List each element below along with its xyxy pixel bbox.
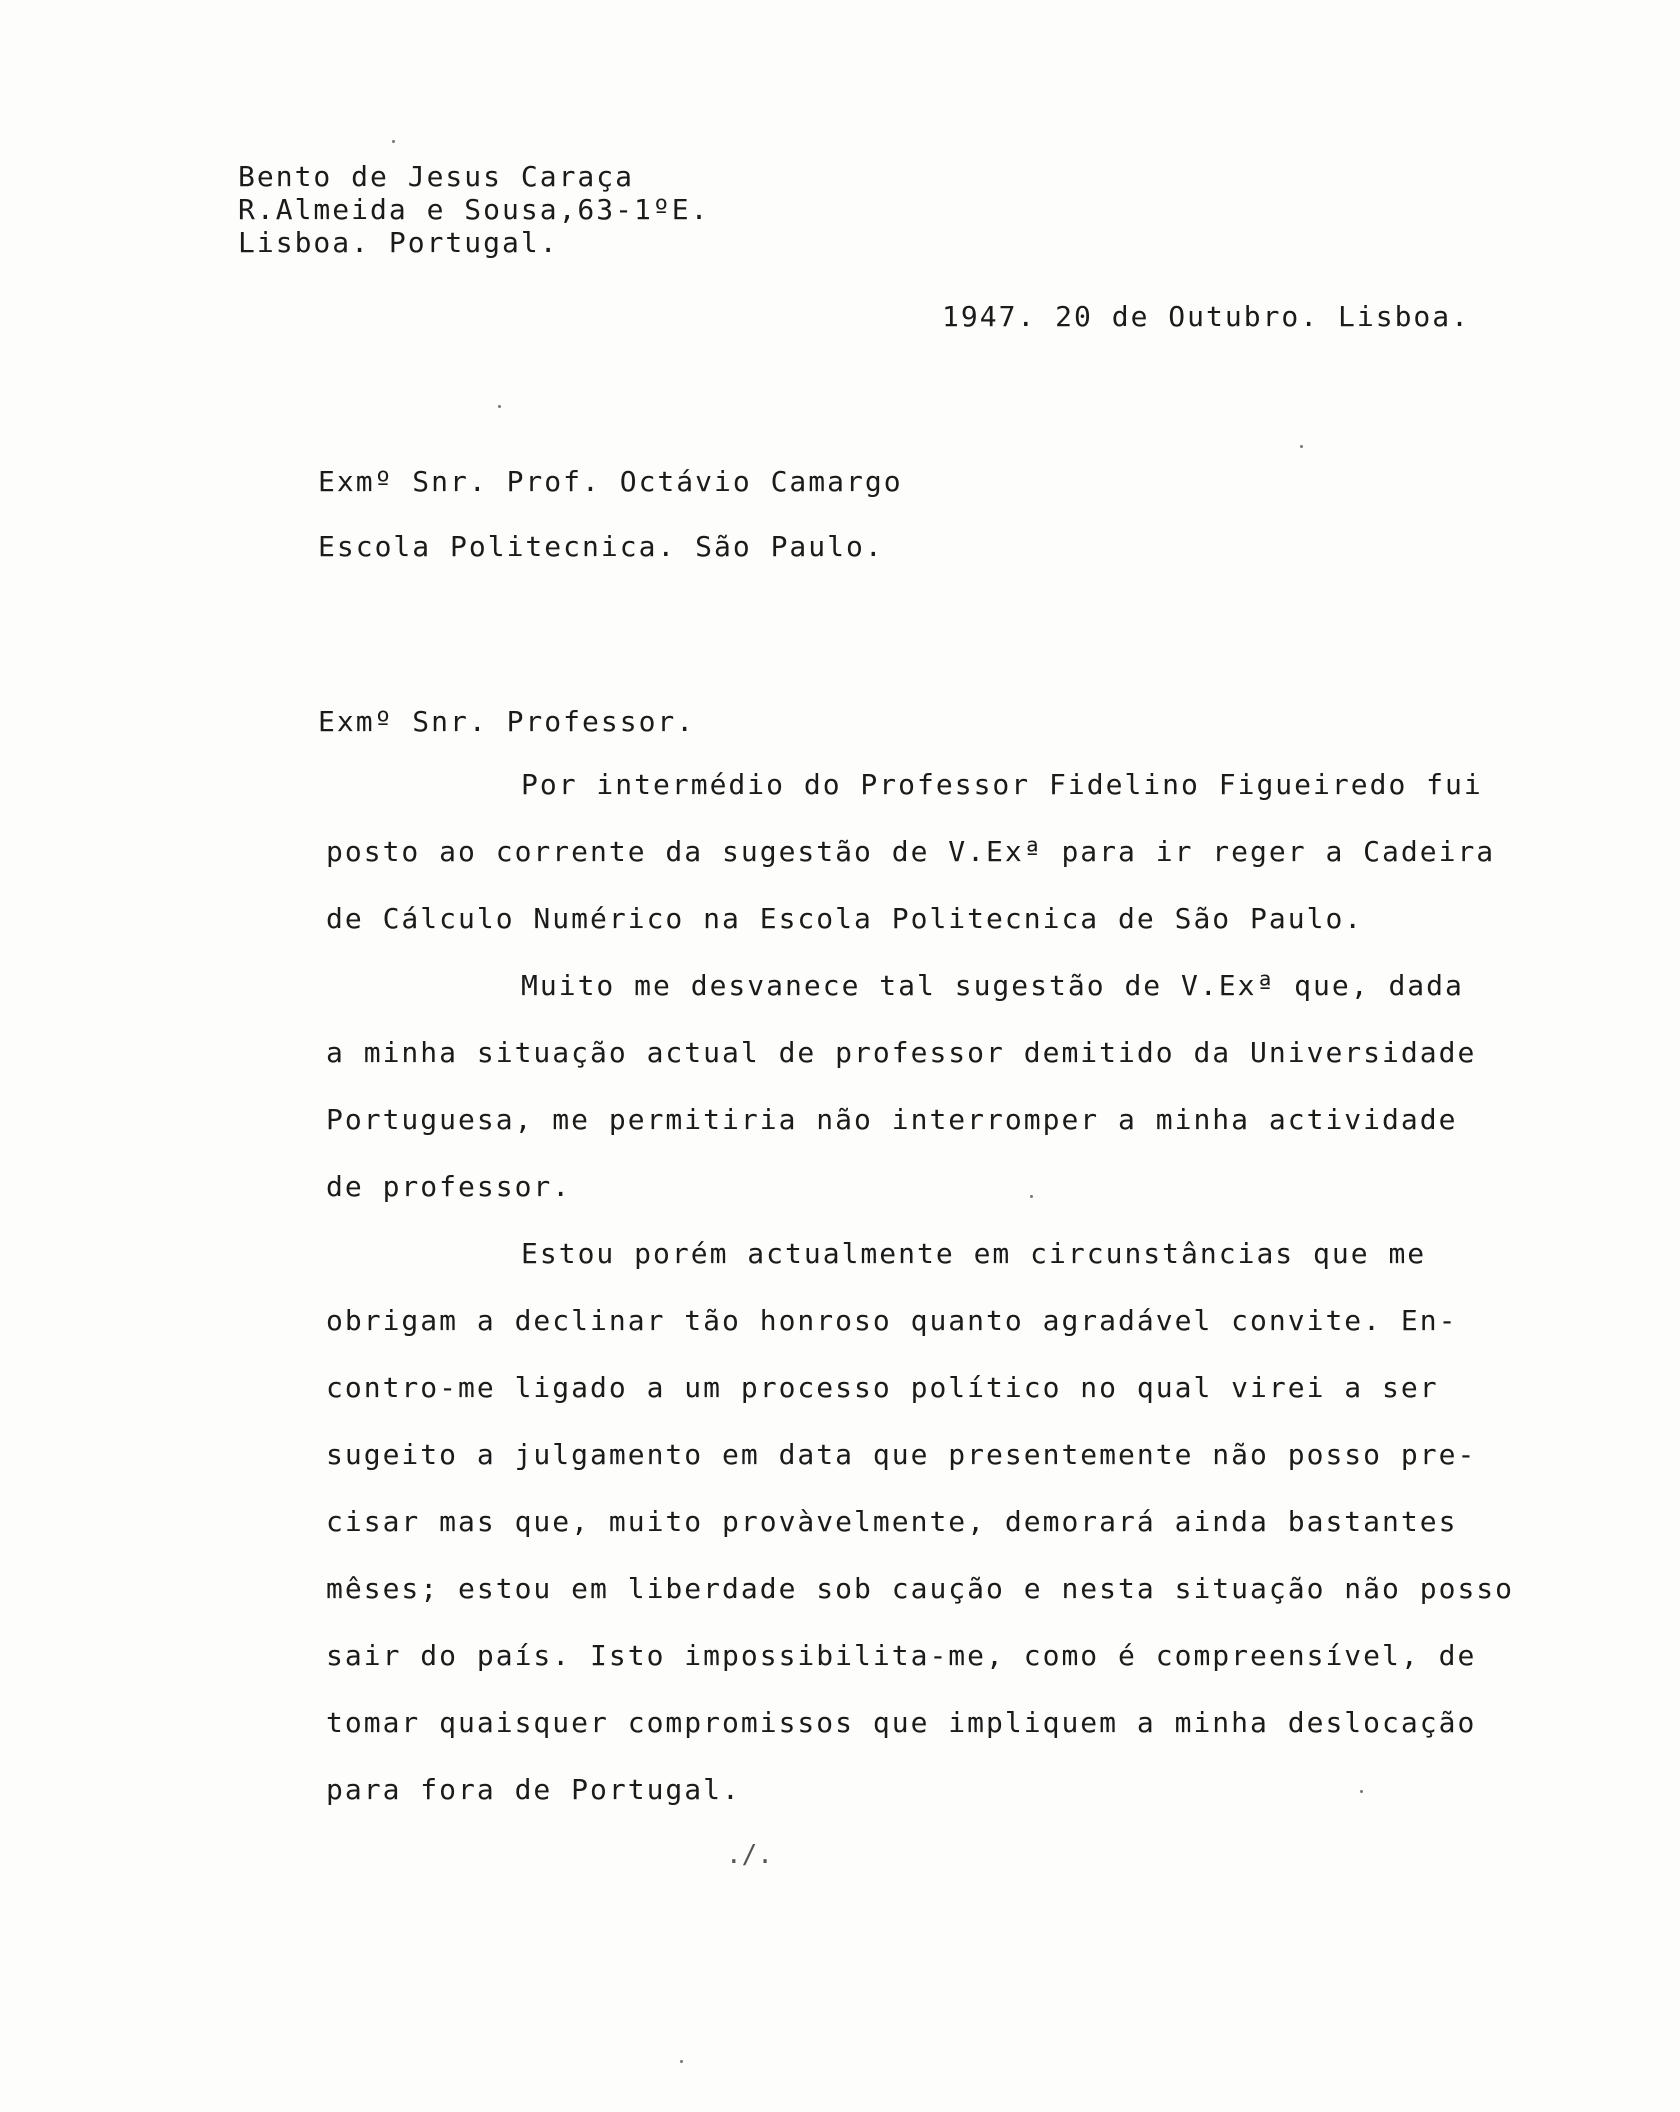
paper-speck — [680, 2060, 683, 2063]
sender-block — [238, 160, 709, 259]
body-line: mêses; estou em liberdade sob caução e nesta situação não posso — [326, 1572, 1515, 1605]
recipient-block — [318, 465, 903, 595]
body-line: cisar mas que, muito provàvelmente, demorará ainda bastantes — [326, 1505, 1458, 1538]
paper-speck — [498, 405, 501, 408]
body-line: Portuguesa, me permitiria não interromper a minha actividade — [326, 1103, 1458, 1136]
paper-speck — [1360, 1790, 1363, 1793]
recipient-institution: Escola Politecnica. São Paulo. — [318, 530, 884, 563]
sender-name: Bento de Jesus Caraça — [238, 160, 635, 193]
body-line: para fora de Portugal. — [326, 1773, 741, 1806]
salutation: Exmº Snr. Professor. — [318, 705, 696, 738]
paper-speck — [392, 140, 395, 143]
paper-speck — [1300, 445, 1303, 448]
sender-city: Lisboa. Portugal. — [238, 226, 559, 259]
body-line: obrigam a declinar tão honroso quanto agradável convite. En- — [326, 1304, 1458, 1337]
body-line: de professor. — [326, 1170, 572, 1203]
paper-speck — [1030, 1195, 1033, 1198]
body-line: Muito me desvanece tal sugestão de V.Exª que, dada — [521, 969, 1464, 1002]
recipient-name: Exmº Snr. Prof. Octávio Camargo — [318, 465, 903, 498]
sender-address: R.Almeida e Sousa,63-1ºE. — [238, 193, 710, 226]
body-line: a minha situação actual de professor demitido da Universidade — [326, 1036, 1477, 1069]
body-line: contro-me ligado a um processo político no qual virei a ser — [326, 1371, 1439, 1404]
date-line: 1947. 20 de Outubro. Lisboa. — [942, 300, 1471, 333]
letter-body — [326, 765, 1596, 1837]
body-line: Por intermédio do Professor Fidelino Figueiredo fui — [521, 768, 1483, 801]
body-line: tomar quaisquer compromissos que impliquem a minha deslocação — [326, 1706, 1477, 1739]
body-line: sugeito a julgamento em data que presentemente não posso pre- — [326, 1438, 1477, 1471]
body-line: Estou porém actualmente em circunstâncias que me — [521, 1237, 1427, 1270]
continuation-mark: ./. — [726, 1840, 773, 1870]
body-line: sair do país. Isto impossibilita-me, como é compreensível, de — [326, 1639, 1477, 1672]
body-line: posto ao corrente da sugestão de V.Exª para ir reger a Cadeira — [326, 835, 1496, 868]
body-line: de Cálculo Numérico na Escola Politecnica de São Paulo. — [326, 902, 1364, 935]
